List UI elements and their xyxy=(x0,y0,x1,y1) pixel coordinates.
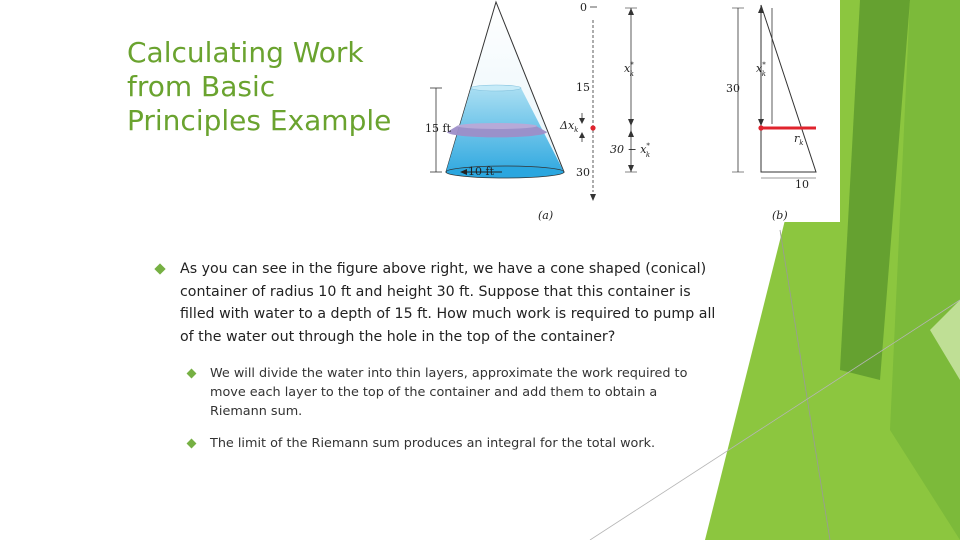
section-triangle xyxy=(761,5,816,172)
title-line-3: Principles Example xyxy=(127,104,392,137)
xk-label-b: x* k xyxy=(756,61,766,78)
water-layer-top xyxy=(457,123,537,129)
xk-arrow-top xyxy=(628,8,634,15)
delta-x-arrow-top xyxy=(579,118,585,124)
bullet-diamond-icon xyxy=(154,263,165,274)
dist-label: 30 − x* k xyxy=(610,142,651,159)
sub-bullet-diamond-icon xyxy=(187,369,197,379)
axis-label-15: 15 xyxy=(576,81,590,94)
delta-x-label: $\Delta x_k$ xyxy=(560,119,579,134)
slide-title xyxy=(127,36,417,138)
rk-label: $r_k$ xyxy=(794,132,804,147)
section-arrow-top xyxy=(758,6,764,13)
sub-bullet-diamond-icon xyxy=(187,439,197,449)
bullet-main-text: As you can see in the figure above right, we have a cone shaped (conical) container of radius 10 ft and height 30 ft. Suppose that this container is filled with water to a depth of 15 ft. How much work is required to pump all of the water out through the hole in the top of the container? xyxy=(180,261,716,345)
xk-arrow-mid-up xyxy=(628,130,634,137)
cone-diagram-svg xyxy=(410,0,840,222)
axis-label-30: 30 xyxy=(576,166,590,179)
xk-label: x* k xyxy=(624,61,634,78)
sub-bullet-2 xyxy=(188,434,688,453)
sub-bullet-1-text: We will divide the water into thin layers, approximate the work required to move each layer to the top of the container and add them to obtain a Riemann sum. xyxy=(210,366,688,419)
bullet-main xyxy=(156,258,716,348)
axis-label-0: 0 xyxy=(580,1,587,14)
axis-arrowhead xyxy=(590,194,596,201)
title-line-1: Calculating Work xyxy=(127,36,364,69)
radius-label: 10 ft xyxy=(468,165,494,178)
xk-arrow-bottom xyxy=(628,165,634,172)
water-surface xyxy=(471,85,521,91)
cone-figure xyxy=(410,0,840,222)
sub-bullet-2-text: The limit of the Riemann sum produces an integral for the total work. xyxy=(210,436,656,451)
depth-label: 15 ft xyxy=(425,122,451,135)
xk-arrow-mid-down xyxy=(628,119,634,126)
height-label-b: 30 xyxy=(726,82,740,95)
layer-marker-a xyxy=(590,125,595,130)
layer-marker-b xyxy=(758,125,763,130)
delta-x-arrow-bottom xyxy=(579,132,585,138)
sub-bullet-1 xyxy=(188,364,688,421)
xk-arrow-b xyxy=(758,119,764,126)
title-line-2: from Basic xyxy=(127,70,276,103)
label-a: (a) xyxy=(538,209,554,222)
bullet-list xyxy=(156,258,716,453)
radius-label-b: 10 xyxy=(795,178,809,191)
label-b: (b) xyxy=(772,209,788,222)
